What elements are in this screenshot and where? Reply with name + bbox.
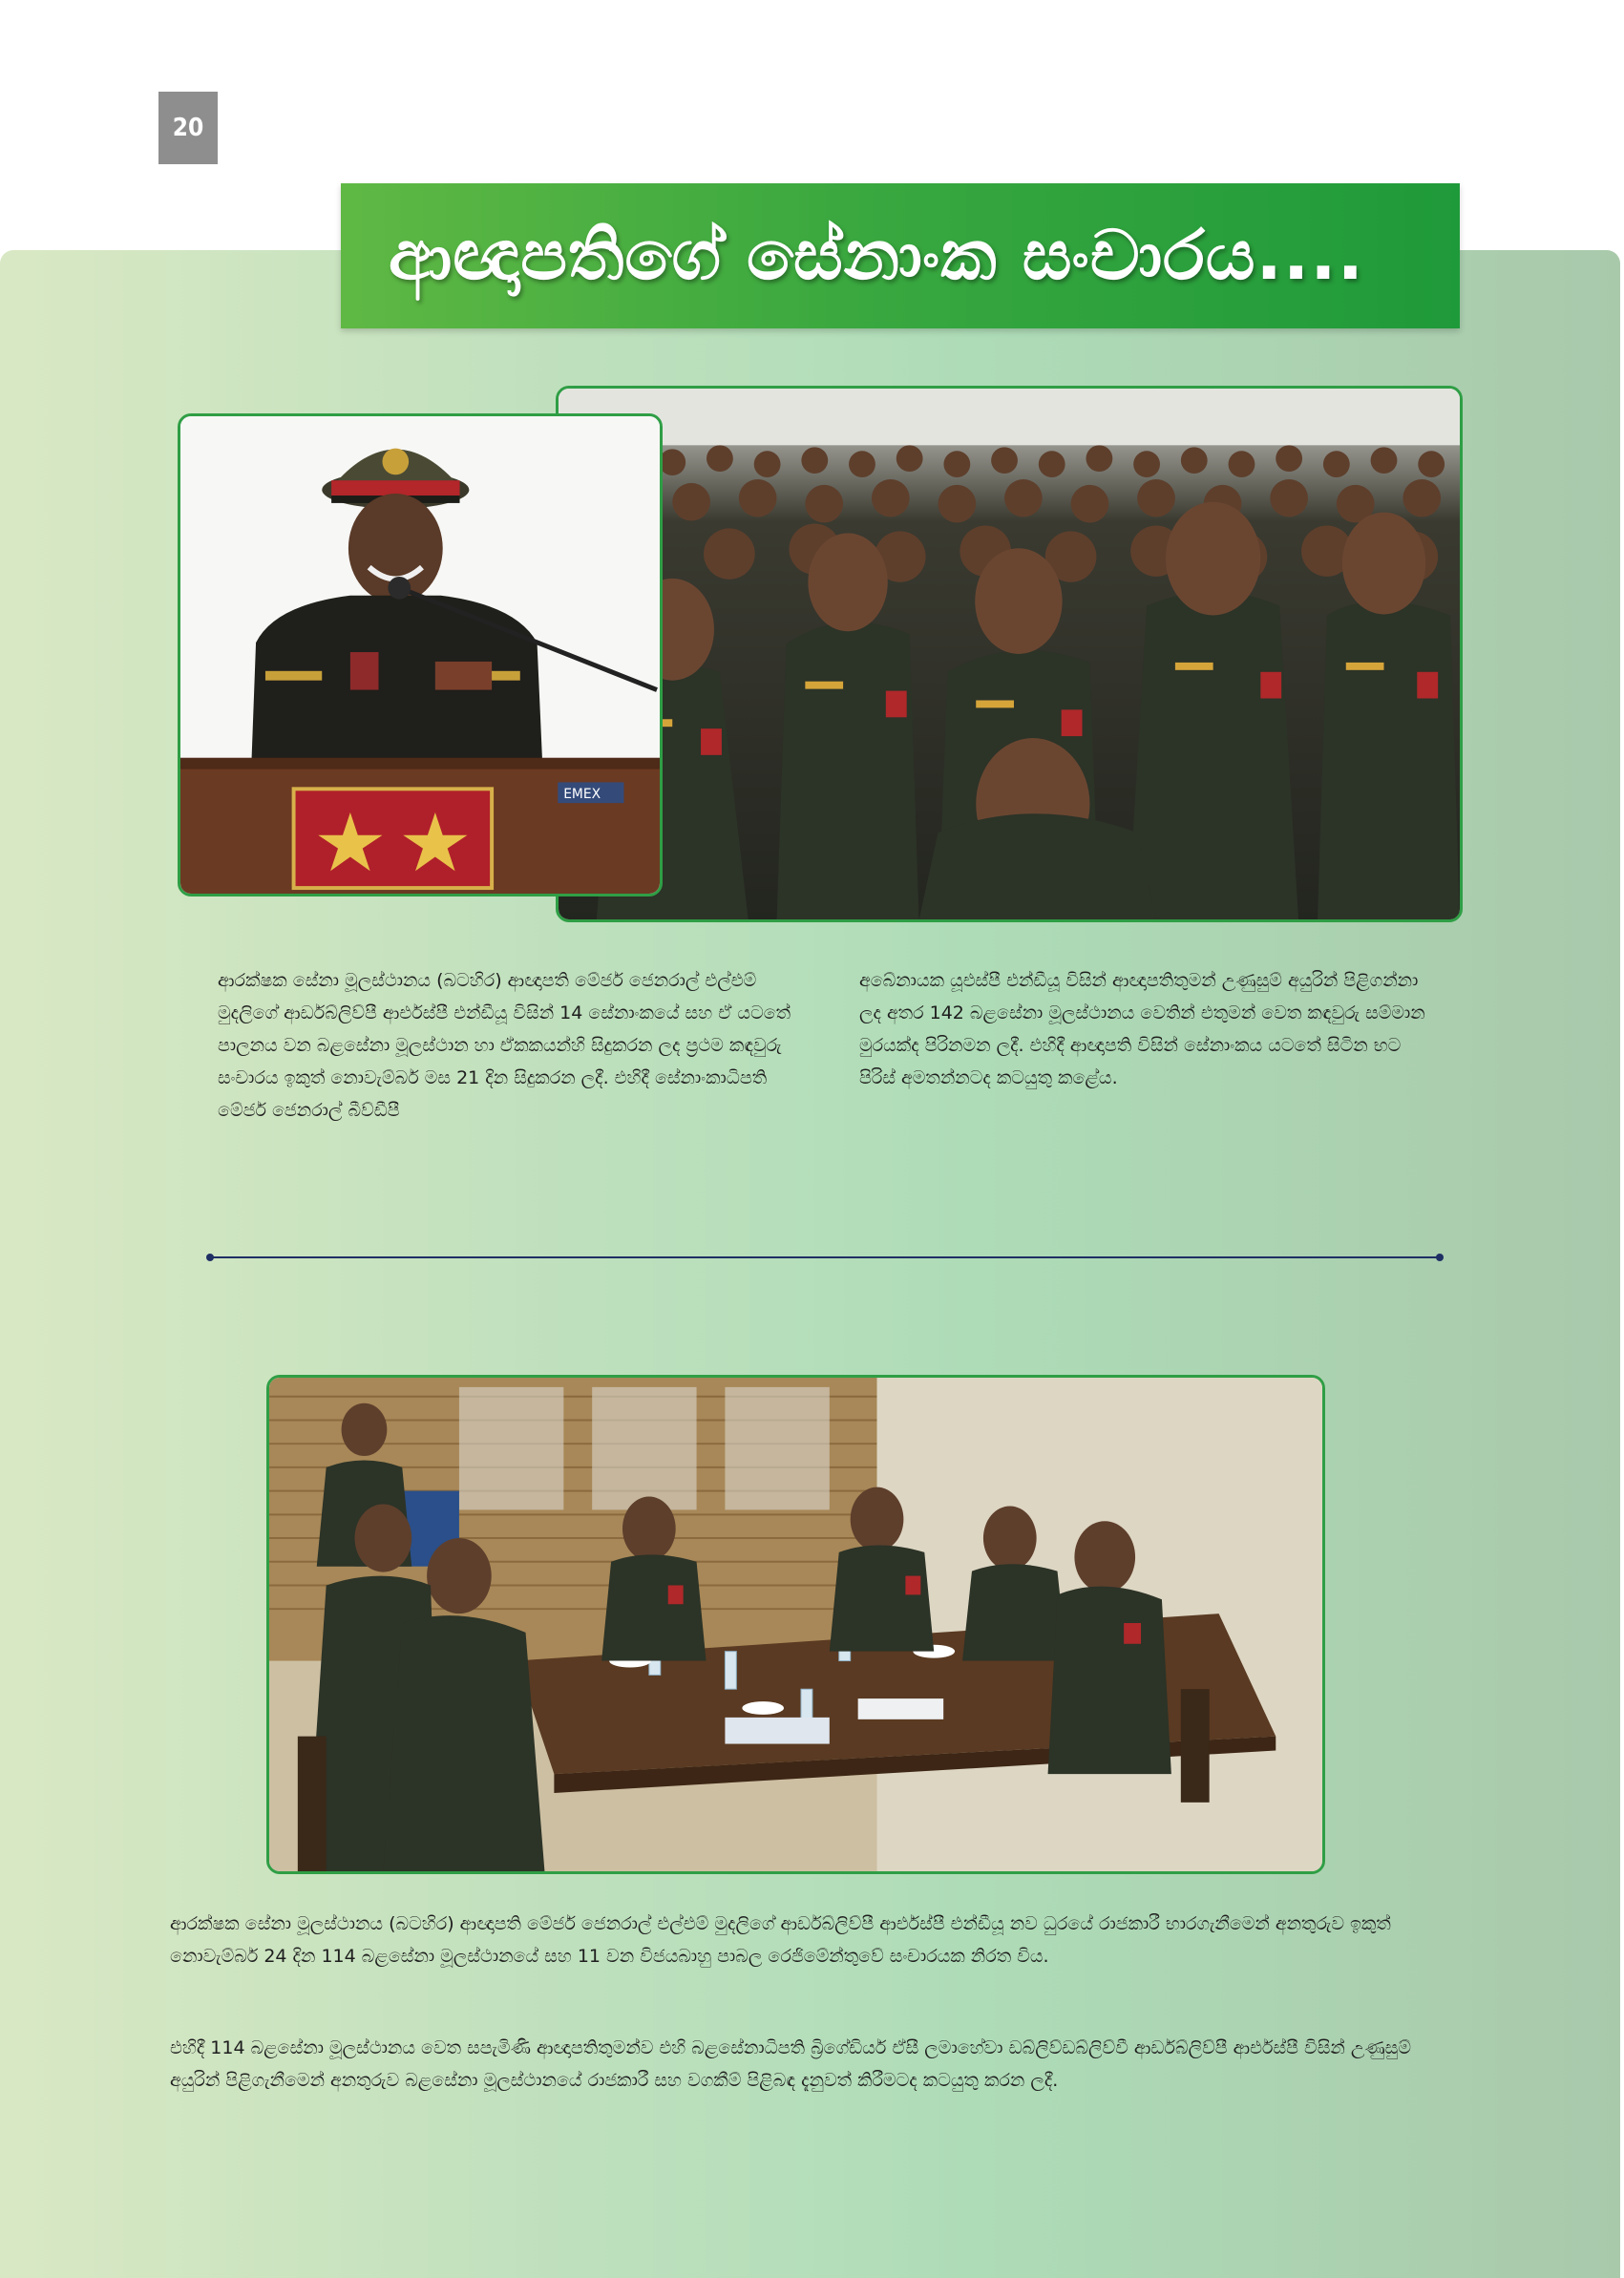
article1-column1: ආරක්ෂක සේනා මූලස්ථානය (බටහිර) ආඥාපති මේජර් ජෙනරාල් එල්එම් මුදලිගේ ආර්ඩබ්ලිව්පී ආර්එස්පී එන්ඩීයූ විසින් 14 සේනාංකයේ සහ ඒ යටතේ පාලනය වන බළසේනා මූලස්ථාන හා ඒකකයන්හි සිදුකරන ලද ප්‍රථම කඳවුරු සංචාරය ඉකුත් නොවැම්බර් මස 21 දින සිදුකරන ලදී. එහිදී සේනාංකාධිපති මේජර් ජෙනරාල් බීව්ඩීපී <box>218 970 791 1121</box>
soldiers-audience-image <box>559 389 1460 919</box>
section-divider <box>210 1256 1440 1258</box>
page-title: ආඥාපතිගේ සේනාංක සංචාරය.... <box>389 215 1364 295</box>
photo-commander-speaking <box>178 413 663 896</box>
page-number: 20 <box>158 92 218 164</box>
briefing-meeting-image <box>269 1378 1322 1871</box>
photo-soldiers-audience <box>556 386 1463 922</box>
podium-brand-label: EMEX <box>563 787 601 803</box>
photo-briefing-meeting <box>266 1375 1325 1874</box>
article1-column2: අබේනායක යූඑස්පී එන්ඩීයූ විසින් ආඥාපතිතුමන් උණුසුම් අයුරින් පිළිගන්නා ලද අතර 142 බළසේනා මූලස්ථානය වෙතින් එතුමන් වෙත කඳවුරු සම්මාන මුරයක්ද පිරිනමන ලදී. එහිදී ආඥාපති විසින් සේනාංකය යටතේ සිටින භට පිරිස් අමතන්නටද කටයුතු කළේය. <box>859 970 1425 1088</box>
article2-paragraph1: ආරක්ෂක සේනා මූලස්ථානය (බටහිර) ආඥාපති මේජර් ජෙනරාල් එල්එම් මුදලිගේ ආර්ඩබ්ලිව්පී ආර්එස්පී එන්ඩීයූ නව ධුරයේ රාජකාරී භාරගැනීමෙන් අනතුරුව ඉකුත් නොවැම්බර් 24 දින 114 බළසේනා මූලස්ථානයේ සහ 11 වන විජයබාහු පාබල රෙජිමේන්තුවේ සංචාරයක නිරත විය. <box>170 1913 1391 1967</box>
commander-speaking-image <box>180 416 660 894</box>
article2-paragraph2: එහිදී 114 බළසේනා මූලස්ථානය වෙත සපැමිණි ආඥාපතිතුමන්ව එහි බළසේනාධිපති බ්‍රිගේඩියර් ඒසී ලමාහේවා ඩබ්ලිව්ඩබ්ලිව්වී ආර්ඩබ්ලිව්පී ආර්එස්පී විසින් උණුසුම් අයුරින් පිළිගැනීමෙන් අනතුරුව බළසේනා මූලස්ථානයේ රාජකාරී සහ වගකීම් පිළිබඳ දැනුවත් කිරීමටද කටයුතු කරන ලදී. <box>170 2037 1411 2091</box>
title-banner <box>341 183 1460 328</box>
